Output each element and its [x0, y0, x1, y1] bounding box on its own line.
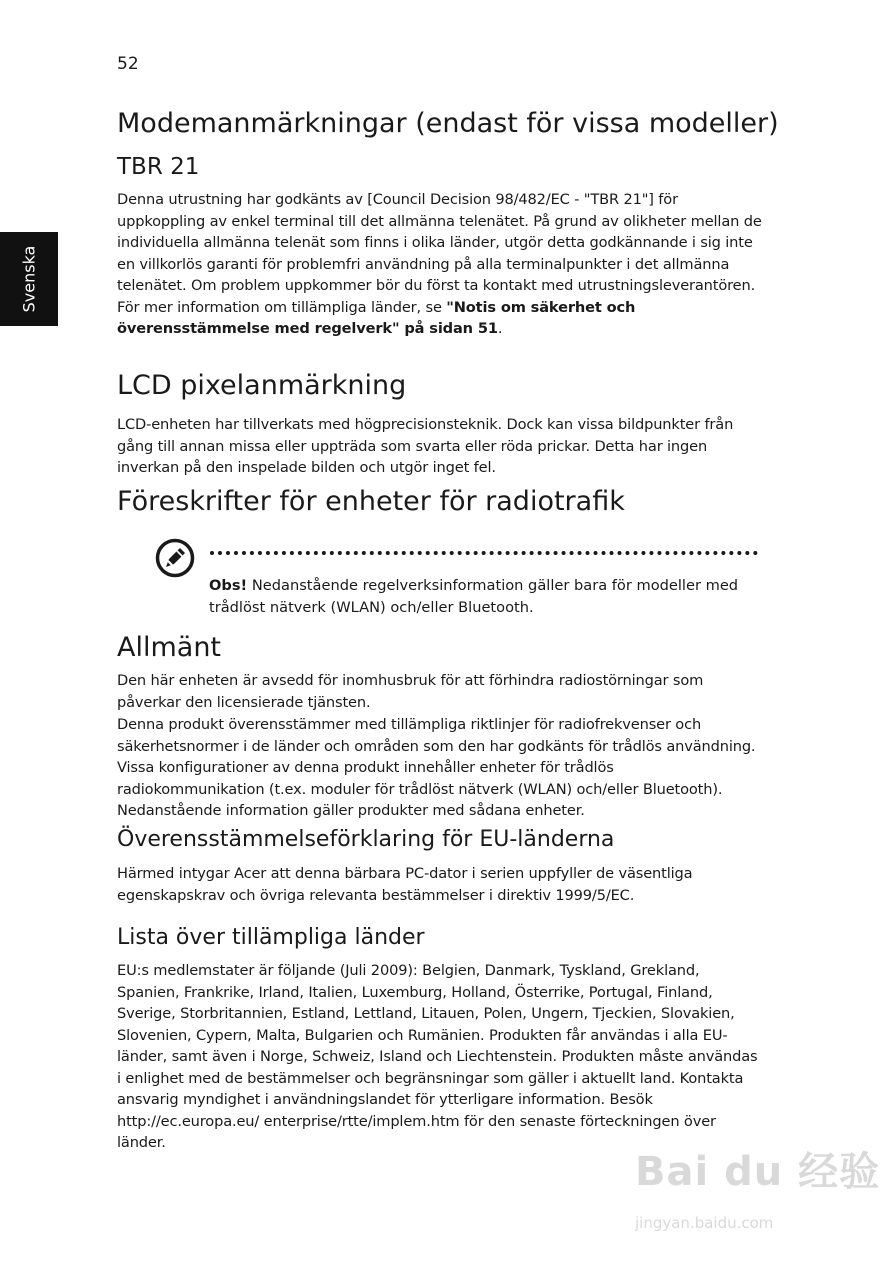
note-divider — [210, 551, 758, 555]
countries-heading: Lista över tillämpliga länder — [117, 925, 425, 950]
eu-paragraph: Härmed intygar Acer att denna bärbara PC-dator i serien uppfyller de väsentliga egenskapskrav och övriga relevanta bestämmelser i direktiv 1999/5/EC. — [117, 865, 693, 904]
lcd-paragraph: LCD-enheten har tillverkats med högprecisionsteknik. Dock kan vissa bildpunkter från gång till annan missa eller uppträda som svarta eller röda prickar. Detta har ingen inverkan på den inspelade bilden och utgör inget fel. — [117, 416, 734, 476]
tbr21-subheading: TBR 21 — [117, 154, 200, 180]
note-text — [209, 575, 769, 618]
baidu-watermark — [635, 1140, 881, 1255]
note-label: Obs! — [209, 577, 248, 594]
general-paragraph-2: Denna produkt överensstämmer med tillämpliga riktlinjer för radiofrekvenser och säkerhetsnormer i de länder och områden som den har godkänts för trådlös användning. Vissa konfigurationer av denna produkt innehåller enheter för trådlös radiokommunikation (t.ex. moduler för trådlöst nätverk (WLAN) och/eller Bluetooth). Nedanstående information gäller produkter med sådana enheter. — [117, 716, 756, 819]
language-side-tab — [0, 232, 58, 326]
eu-heading: Överensstämmelseförklaring för EU-länderna — [117, 827, 615, 852]
modem-cross-reference: "Notis om säkerhet och överensstämmelse med regelverk" på sidan 51 — [117, 298, 636, 337]
note-body: Nedanstående regelverksinformation gäller bara för modeller med trådlöst nätverk (WLAN) och/eller Bluetooth. — [209, 577, 739, 616]
radio-heading: Föreskrifter för enheter för radiotrafik — [117, 486, 625, 517]
side-tab-label: Svenska — [19, 245, 39, 313]
modem-body-text: Denna utrustning har godkänts av [Council Decision 98/482/EC - "TBR 21"] för uppkoppling av enkel terminal till det allmänna telenätet. På grund av olikheter mellan de individuella allmänna telenät som finns i olika länder, utgör detta godkännande i sig inte en villkorlös garanti för problemfri användning på alla terminalpunkter i det allmänna telenätet. Om problem uppkommer bör du först ta kontakt med utrustningsleverantören. För mer information om tillämpliga länder, se — [117, 191, 762, 316]
watermark-logo: Bai du 经验 — [635, 1149, 881, 1195]
countries-paragraph: EU:s medlemstater är följande (Juli 2009): Belgien, Danmark, Tyskland, Grekland, Spanien, Frankrike, Irland, Italien, Luxemburg, Holland, Österrike, Portugal, Finland, Sverige, Storbritannien, Estland, Lettland, Litauen, Polen, Ungern, Tjeckien, Slovakien, Slovenien, Cypern, Malta, Bulgarien och Rumänien. Produkten får användas i alla EU-länder, samt även i Norge, Schweiz, Island och Liechtenstein. Produkten måste användas i enlighet med de bestämmelser och begränsningar som gäller i aktuellt land. Kontakta ansvarig myndighet i användningslandet för ytterligare information. Besök http://ec.europa.eu/ enterprise/rtte/implem.htm för den senaste förteckningen över länder. — [117, 962, 758, 1151]
modem-paragraph — [117, 189, 765, 340]
general-heading: Allmänt — [117, 632, 222, 663]
general-paragraph-1: Den här enheten är avsedd för inomhusbruk för att förhindra radiostörningar som påverkar den licensierade tjänsten. — [117, 672, 704, 711]
modem-heading: Modemanmärkningar (endast för vissa modeller) — [117, 108, 779, 139]
page-number: 52 — [117, 54, 139, 74]
lcd-heading: LCD pixelanmärkning — [117, 370, 407, 401]
watermark-url: jingyan.baidu.com — [635, 1214, 774, 1232]
modem-body-end: . — [497, 320, 503, 337]
note-pencil-icon — [155, 538, 195, 578]
